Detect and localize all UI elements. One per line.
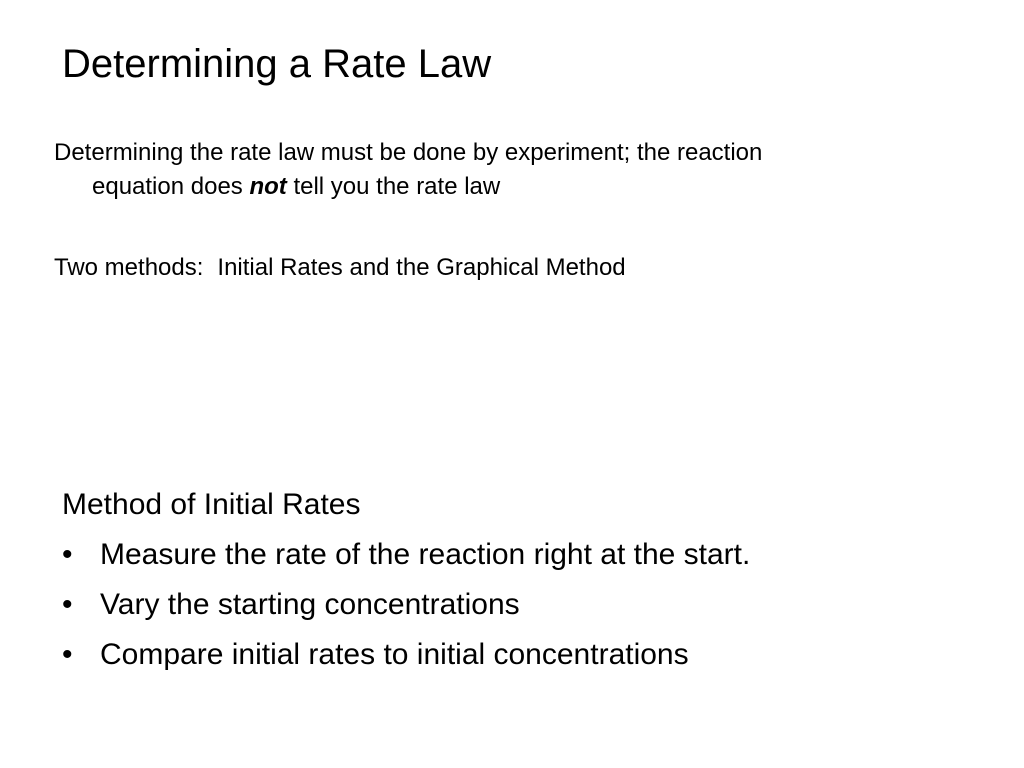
- two-methods-line: [54, 251, 626, 285]
- bullet-symbol: •: [62, 638, 73, 671]
- bullet-item: [62, 634, 962, 676]
- slide-title: Determining a Rate Law: [62, 42, 492, 86]
- two-methods-label: Two methods:: [54, 254, 204, 281]
- explanation-line-2-end: tell you the rate law: [286, 173, 501, 200]
- explanation-line-2: [54, 170, 934, 204]
- method-heading: Method of Initial Rates: [62, 488, 361, 521]
- bullet-item: [62, 584, 962, 626]
- bullet-symbol: •: [62, 538, 73, 571]
- bullet-text: Vary the starting concentrations: [100, 588, 520, 621]
- explanation-line-2-start: equation does: [92, 173, 250, 200]
- method-bullet-list: [62, 534, 962, 676]
- emphasis-not: not: [249, 173, 287, 200]
- two-methods-text: Initial Rates and the Graphical Method: [217, 254, 626, 281]
- bullet-text: Measure the rate of the reaction right at the start.: [100, 538, 751, 571]
- explanation-line-1: Determining the rate law must be done by experiment; the reaction: [54, 139, 763, 166]
- initial-rates-method: [62, 484, 962, 684]
- rate-law-explanation: [54, 136, 934, 204]
- bullet-symbol: •: [62, 588, 73, 621]
- bullet-text: Compare initial rates to initial concentrations: [100, 638, 689, 671]
- bullet-item: [62, 534, 962, 576]
